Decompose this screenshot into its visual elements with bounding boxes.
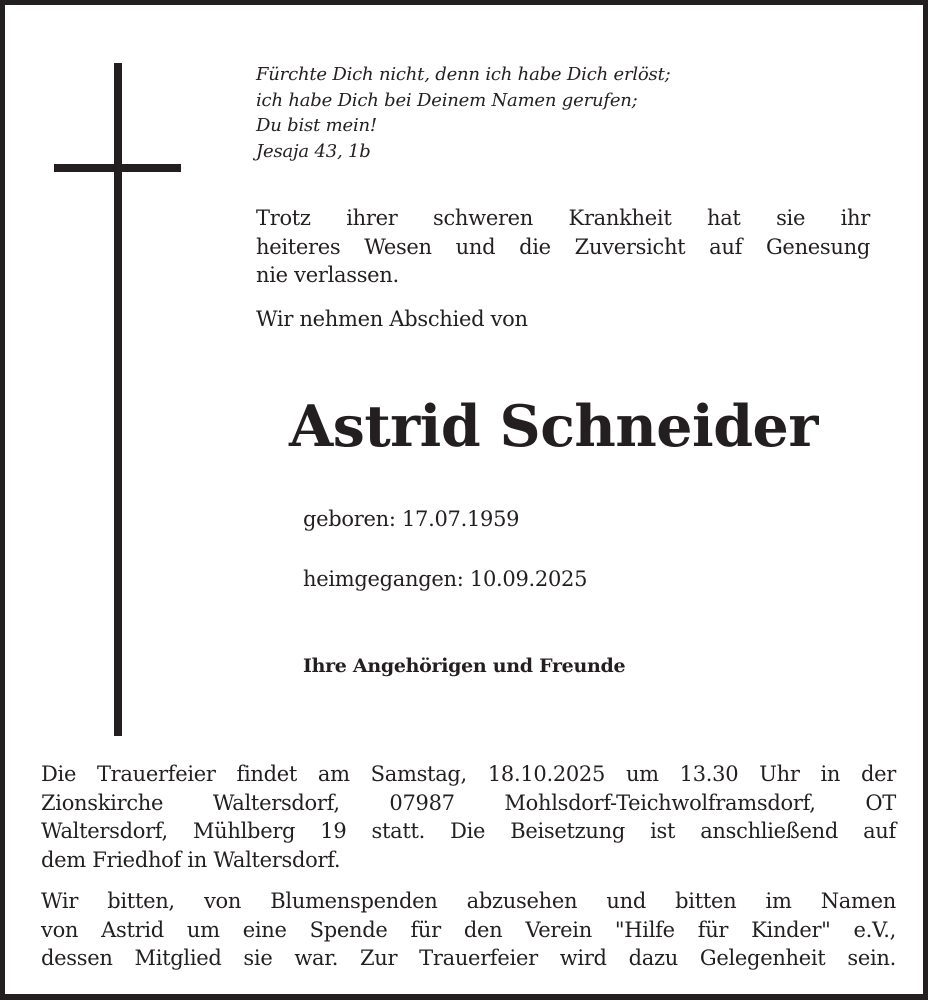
cross-icon-crossbar — [54, 164, 181, 172]
donation-request — [41, 887, 896, 973]
ceremony-line: Zionskirche Waltersdorf, 07987 Mohlsdorf-Teichwolframsdorf, OT — [41, 790, 896, 815]
farewell-text: Wir nehmen Abschied von — [256, 307, 528, 331]
death-date: heimgegangen: 10.09.2025 — [303, 567, 588, 591]
donation-line: dessen Mitglied sie war. Zur Trauerfeier wird dazu Gelegenheit sein. — [41, 946, 896, 971]
donation-line: Wir bitten, von Blumenspenden abzusehen und bitten im Namen — [41, 889, 896, 913]
verse-line: Fürchte Dich nicht, denn ich habe Dich erlöst; — [256, 64, 671, 85]
birth-date: geboren: 17.07.1959 — [303, 507, 520, 531]
ceremony-line: dem Friedhof in Waltersdorf. — [41, 848, 341, 873]
signature: Ihre Angehörigen und Freunde — [303, 655, 626, 677]
ceremony-line: Waltersdorf, Mühlberg 19 statt. Die Beisetzung ist anschließend auf — [41, 819, 896, 844]
bible-verse — [256, 62, 670, 164]
verse-reference: Jesaja 43, 1b — [256, 140, 371, 162]
intro-line: nie verlassen. — [256, 263, 399, 287]
verse-line: ich habe Dich bei Deinem Namen gerufen; — [256, 89, 638, 111]
deceased-name: Astrid Schneider — [289, 393, 818, 460]
ceremony-info — [41, 760, 896, 875]
intro-line: Trotz ihrer schweren Krankheit hat sie ihr — [256, 206, 870, 230]
verse-line: Du bist mein! — [256, 115, 377, 136]
intro-line: heiteres Wesen und die Zuversicht auf Genesung — [256, 234, 870, 259]
ceremony-line: Die Trauerfeier findet am Samstag, 18.10.2025 um 13.30 Uhr in der — [41, 762, 896, 786]
intro-text — [256, 204, 870, 290]
donation-line: von Astrid um eine Spende für den Verein "Hilfe für Kinder" e.V., — [41, 917, 896, 942]
